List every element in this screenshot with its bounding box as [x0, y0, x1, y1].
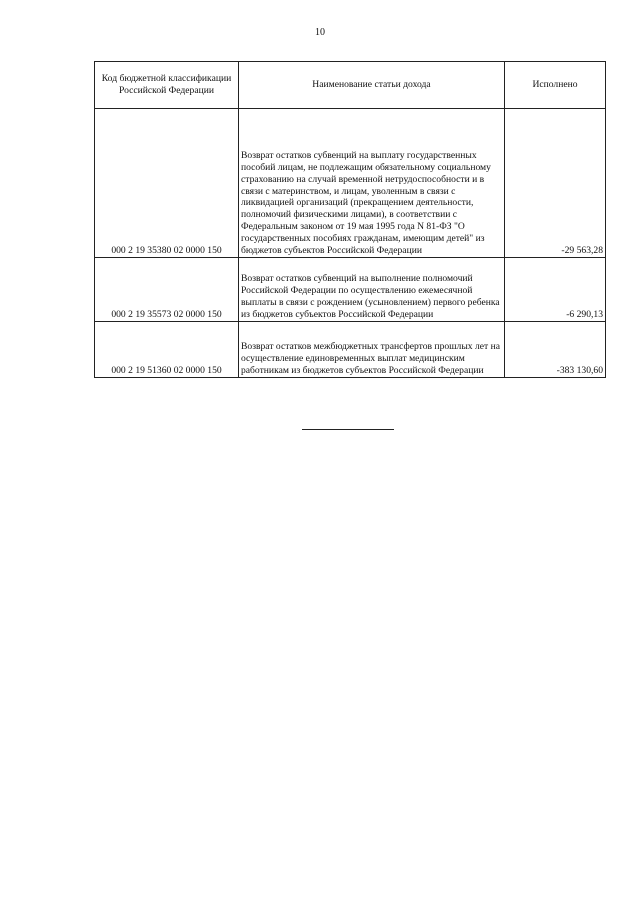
income-name-cell: Возврат остатков субвенций на выплату государственных пособий лицам, не подлежащим обязательному социальному страхованию на случай временной нетрудоспособности и в связи с материнством, и лицам, уволенным в связи с ликвидацией организаций (прекращением деятельности, полномочий физическими лицами), в соответствии с Федеральным законом от 19 мая 1995 года N 81-ФЗ "О государственных пособиях гражданам, имеющим детей" из бюджетов субъектов Российской Федерации: [239, 109, 505, 258]
executed-amount-cell: -6 290,13: [505, 258, 606, 322]
header-income-name: Наименование статьи дохода: [239, 62, 505, 109]
header-executed: Исполнено: [505, 62, 606, 109]
budget-code-cell: 000 2 19 35380 02 0000 150: [95, 109, 239, 258]
table-header-row: [95, 62, 606, 109]
budget-code-cell: 000 2 19 51360 02 0000 150: [95, 322, 239, 378]
end-separator-line: [302, 429, 394, 430]
income-table: [94, 61, 606, 378]
page-number: 10: [315, 27, 325, 38]
header-budget-code: Код бюджетной классификации Российской Федерации: [95, 62, 239, 109]
executed-amount-cell: -29 563,28: [505, 109, 606, 258]
executed-amount-cell: -383 130,60: [505, 322, 606, 378]
table-row: [95, 109, 606, 258]
income-name-cell: Возврат остатков субвенций на выполнение полномочий Российской Федерации по осуществлению ежемесячной выплаты в связи с рождением (усыновлением) первого ребенка из бюджетов субъектов Российской Федерации: [239, 258, 505, 322]
table-row: [95, 322, 606, 378]
income-name-cell: Возврат остатков межбюджетных трансфертов прошлых лет на осуществление единовременных выплат медицинским работникам из бюджетов субъектов Российской Федерации: [239, 322, 505, 378]
table-row: [95, 258, 606, 322]
budget-code-cell: 000 2 19 35573 02 0000 150: [95, 258, 239, 322]
